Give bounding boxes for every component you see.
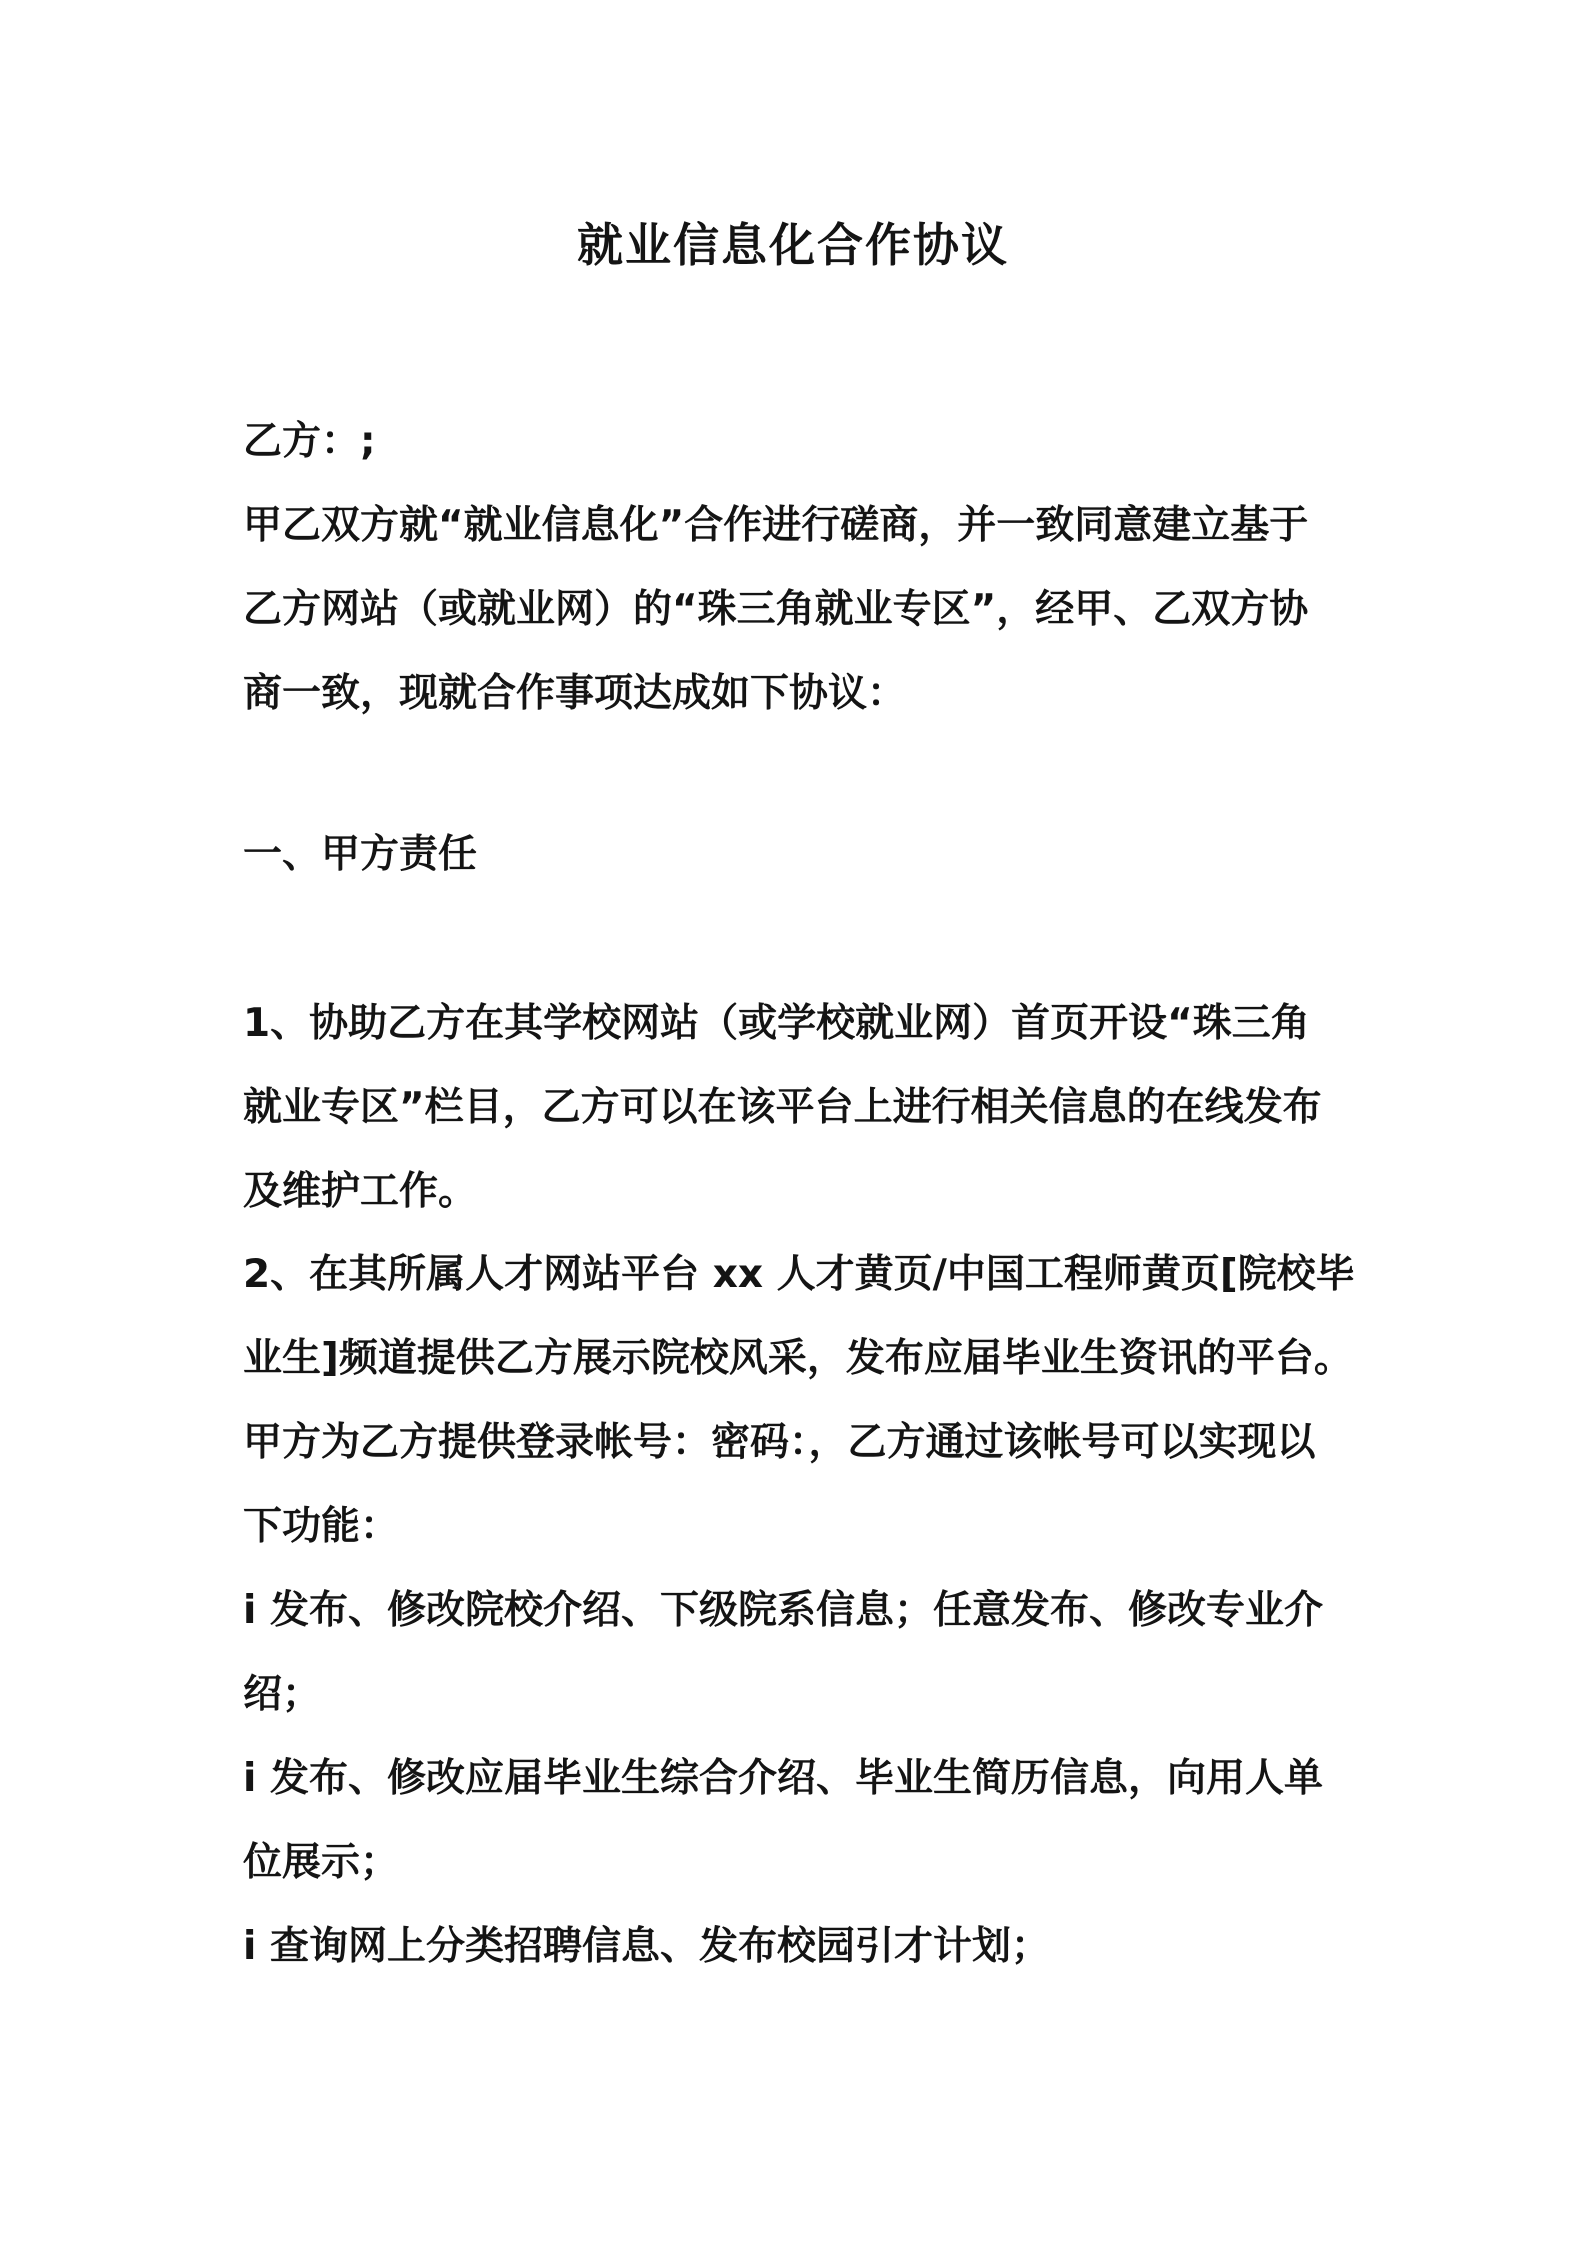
section-heading-party-a [243,813,1363,897]
bullet-1-line: 绍； [243,1672,322,1717]
intro-line: 乙方网站（或就业网）的“珠三角就业专区”，经甲、乙双方协 [243,587,1309,632]
item-1-line: 1、协助乙方在其学校网站（或学校就业网）首页开设“珠三角 [243,1001,1310,1046]
intro-line: 商一致，现就合作事项达成如下协议： [243,671,907,716]
bullet-2-line: i 发布、修改应届毕业生综合介绍、毕业生简历信息，向用人单 [243,1756,1323,1801]
party-b-text: 乙方：; [243,419,376,464]
party-b-line [243,400,1363,484]
item-1-line: 就业专区”栏目，乙方可以在该平台上进行相关信息的在线发布 [243,1085,1322,1130]
intro-line: 甲乙双方就“就业信息化”合作进行磋商，并一致同意建立基于 [243,503,1309,548]
section-heading-text: 一、甲方责任 [243,832,478,877]
item-1-paragraph [243,982,1363,1234]
bullet-2-paragraph [243,1737,1363,1905]
item-2-line: 2、在其所属人才网站平台 xx 人才黄页/中国工程师黄页[院校毕 [243,1252,1355,1297]
bullet-3-paragraph [243,1905,1363,1989]
item-1-line: 及维护工作。 [243,1169,478,1214]
item-2-line: 甲方为乙方提供登录帐号：密码：，乙方通过该帐号可以实现以 [243,1420,1316,1465]
intro-paragraph [243,484,1363,736]
bullet-3-line: i 查询网上分类招聘信息、发布校园引才计划； [243,1924,1050,1969]
item-2-line: 业生]频道提供乙方展示院校风采，发布应届毕业生资讯的平台。 [243,1336,1353,1381]
item-2-paragraph [243,1233,1363,1569]
item-2-line: 下功能： [243,1504,400,1549]
bullet-1-line: i 发布、修改院校介绍、下级院系信息；任意发布、修改专业介 [243,1588,1323,1633]
bullet-1-paragraph [243,1569,1363,1737]
document-title: 就业信息化合作协议 [577,218,1009,272]
bullet-2-line: 位展示； [243,1840,400,1885]
